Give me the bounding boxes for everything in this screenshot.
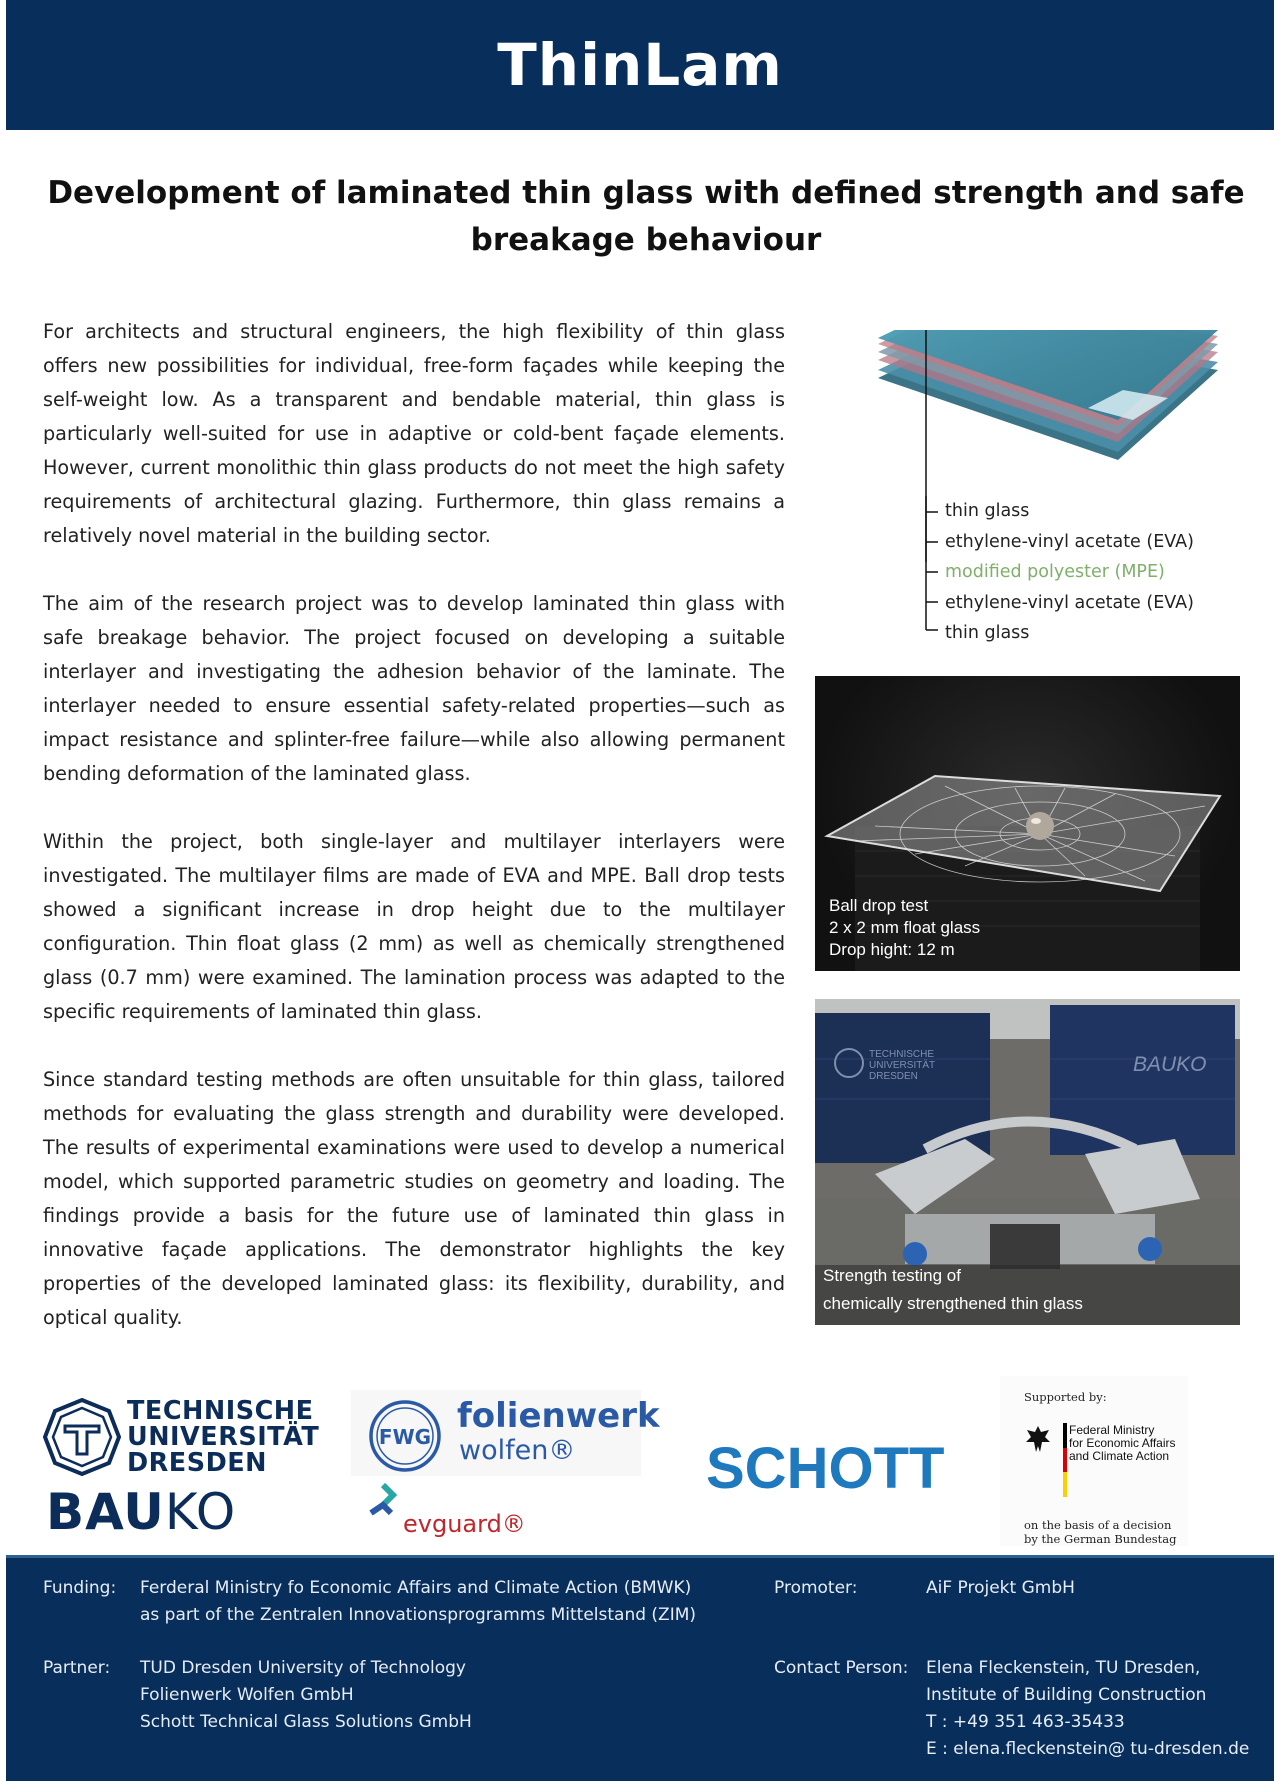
partner-line-3: Schott Technical Glass Solutions GmbH xyxy=(140,1712,472,1732)
contact-label: Contact Person: xyxy=(774,1658,909,1678)
promoter-value: AiF Projekt GmbH xyxy=(926,1578,1075,1598)
caption-line: Strength testing of xyxy=(823,1266,961,1285)
paragraph-testing: Since standard testing methods are often unsuitable for thin glass, tailored methods for evaluating the glass strength and durability were developed. The results of experimental examinations were used to develop a numerical model, which supported parametric studies on geometry and loading. The findings provide a basis for the future use of laminated thin glass in innovative façade applications. The demonstrator highlights the key properties of the developed laminated glass: its flexibility, durability, and optical quality. xyxy=(43,1068,785,1329)
caption-line: Ball drop test xyxy=(829,896,929,915)
bauko-bold: BAU xyxy=(46,1483,165,1541)
layer-legend xyxy=(940,496,1194,649)
tud-line: UNIVERSITÄT xyxy=(127,1422,320,1452)
tud-line: TECHNISCHE xyxy=(127,1396,314,1426)
ball-drop-caption xyxy=(829,895,980,961)
subtitle-line-1: Development of laminated thin glass with defined strength and safe xyxy=(47,175,1245,211)
decision-line: by the German Bundestag xyxy=(1024,1532,1177,1546)
legend-item-mpe: modified polyester (MPE) xyxy=(945,562,1165,582)
contact-line-1: Elena Fleckenstein, TU Dresden, xyxy=(926,1658,1201,1678)
legend-item-eva-bottom: ethylene-vinyl acetate (EVA) xyxy=(945,592,1194,613)
box-label: UNIVERSITÄT xyxy=(869,1060,936,1071)
funding-label: Funding: xyxy=(43,1578,117,1598)
schott-logo: SCHOTT xyxy=(706,1436,945,1501)
caption-line: Drop hight: 12 m xyxy=(829,940,955,959)
strength-test-photo xyxy=(815,999,1240,1325)
poster-subtitle xyxy=(46,170,1246,264)
box-label: DRESDEN xyxy=(869,1071,918,1082)
caption-line: 2 x 2 mm float glass xyxy=(829,918,981,937)
strength-test-caption xyxy=(823,1262,1083,1318)
caption-line: chemically strengthened thin glass xyxy=(823,1294,1083,1313)
project-title: ThinLam xyxy=(497,31,783,99)
funding-line-1: Ferderal Ministry fo Economic Affairs and Climate Action (BMWK) xyxy=(140,1578,692,1598)
decision-line: on the basis of a decision xyxy=(1024,1518,1172,1532)
footer-band xyxy=(6,1555,1274,1781)
wolfen-name: wolfen® xyxy=(459,1435,576,1466)
supported-by-label: Supported by: xyxy=(1024,1390,1107,1404)
paragraph-intro: For architects and structural engineers, the high flexibility of thin glass offers new possibilities for individual, free-form façades while keeping the self-weight low. As a transparent and bendable material, thin glass is particularly well-suited for use in adaptive or cold-bent façade elements. However, current monolithic thin glass products do not meet the high safety requirements of architectural glazing. Furthermore, thin glass remains a relatively novel material in the building sector. xyxy=(43,320,785,547)
legend-item-eva-top: ethylene-vinyl acetate (EVA) xyxy=(945,531,1194,552)
ministry-line: and Climate Action xyxy=(1069,1449,1170,1463)
fwg-badge-text: FWG xyxy=(378,1425,432,1449)
bmwk-ministry-name xyxy=(1069,1424,1176,1463)
german-flag-bar xyxy=(1063,1423,1067,1497)
legend-item-thin-glass-bottom: thin glass xyxy=(945,623,1030,643)
promoter-label: Promoter: xyxy=(774,1578,858,1598)
box-label: BAUKO xyxy=(1133,1053,1207,1076)
legend-item-thin-glass-top: thin glass xyxy=(945,501,1030,521)
poster xyxy=(6,0,1274,1778)
partner-label: Partner: xyxy=(43,1658,111,1678)
ministry-line: Federal Ministry xyxy=(1069,1423,1155,1437)
tud-line: DRESDEN xyxy=(127,1448,268,1478)
bundestag-decision-note xyxy=(1024,1518,1177,1546)
box-label: TECHNISCHE xyxy=(869,1049,935,1060)
contact-email: E : elena.fleckenstein@ tu-dresden.de xyxy=(926,1739,1250,1759)
fwg-badge-icon xyxy=(368,1399,442,1473)
subtitle-line-2: breakage behaviour xyxy=(470,222,822,258)
header-band xyxy=(6,0,1274,130)
bauko-logo xyxy=(46,1485,236,1539)
paragraph-aim: The aim of the research project was to develop laminated thin glass with safe breakage behavior. The project focused on developing a suitable interlayer and investigating the adhesion behavior of the laminate. The interlayer needed to ensure essential safety-related properties—such as impact resistance and splinter-free failure—while also allowing permanent bending deformation of the laminated glass. xyxy=(43,592,785,785)
folienwerk-name: folienwerk xyxy=(457,1396,660,1436)
contact-phone: T : +49 351 463-35433 xyxy=(926,1712,1125,1732)
contact-line-2: Institute of Building Construction xyxy=(926,1685,1207,1705)
body-text xyxy=(43,315,785,1369)
ministry-line: for Economic Affairs xyxy=(1069,1436,1176,1450)
tud-logo-text xyxy=(127,1398,319,1476)
partner-line-2: Folienwerk Wolfen GmbH xyxy=(140,1685,354,1705)
paragraph-investigation: Within the project, both single-layer and multilayer interlayers were investigated. The multilayer films are made of EVA and MPE. Ball drop tests showed a significant increase in drop height due to the multilayer configuration. Thin float glass (2 mm) as well as chemically strengthened glass (0.7 mm) were examined. The lamination process was adapted to the specific requirements of laminated thin glass. xyxy=(43,830,785,1023)
bauko-light: KO xyxy=(164,1483,237,1541)
evguard-mark-icon xyxy=(369,1483,405,1519)
funding-line-2: as part of the Zentralen Innovationsprogramms Mittelstand (ZIM) xyxy=(140,1605,697,1625)
ball-drop-photo xyxy=(815,676,1240,971)
partner-line-1: TUD Dresden University of Technology xyxy=(140,1658,466,1678)
federal-eagle-icon xyxy=(1025,1424,1051,1454)
tud-logo-icon xyxy=(43,1398,121,1476)
evguard-name: evguard® xyxy=(403,1510,526,1538)
